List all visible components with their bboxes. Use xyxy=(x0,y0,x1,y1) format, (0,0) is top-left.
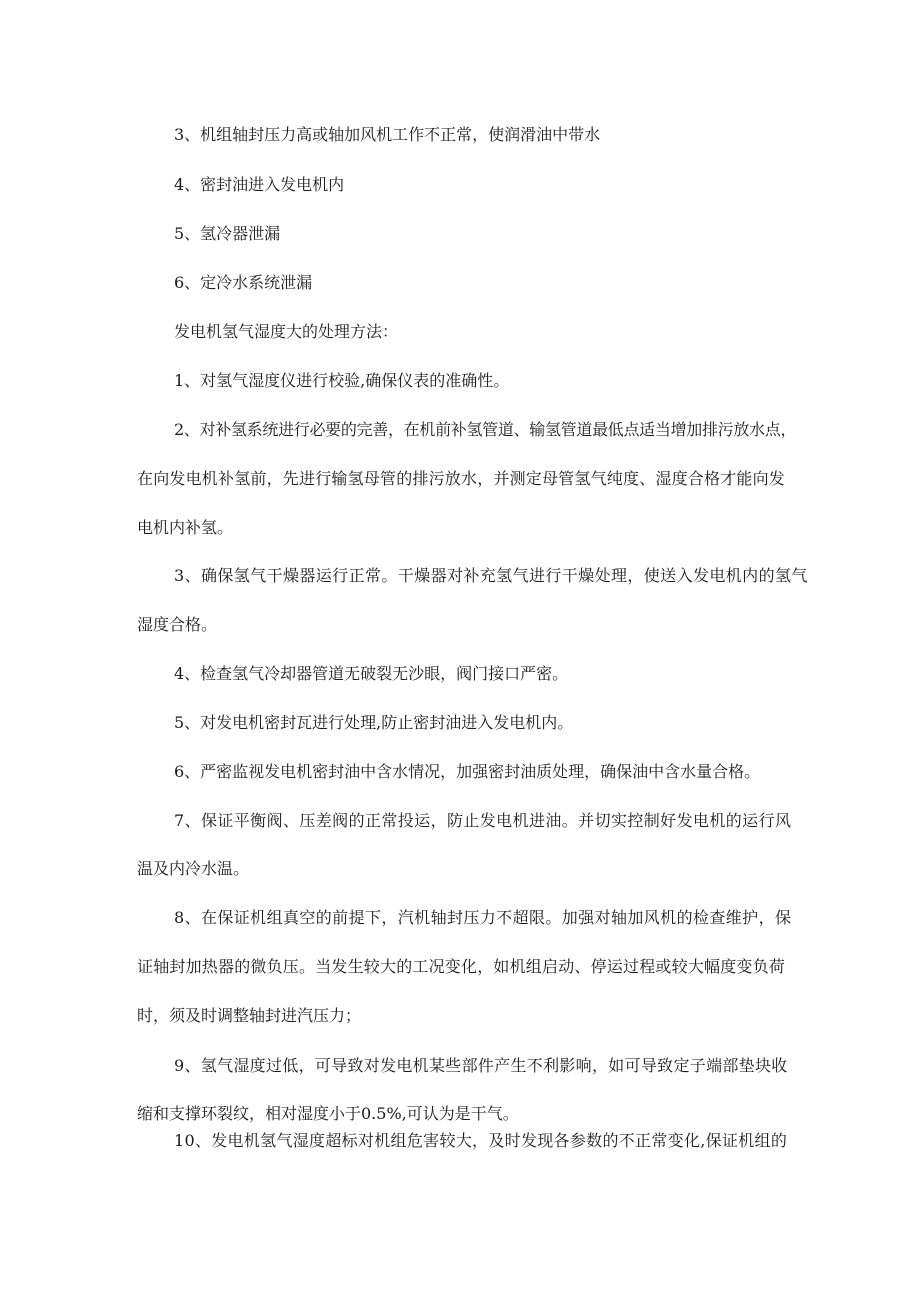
text-line-20: 9、氢气湿度过低，可导致对发电机某些部件产生不利影响，如可导致定子端部垫块收 xyxy=(174,1056,788,1075)
text-line-15: 7、保证平衡阀、压差阀的正常投运，防止发电机进油。并切实控制好发电机的运行风 xyxy=(174,811,792,830)
text-line-18: 证轴封加热器的微负压。当发生较大的工况变化，如机组启动、停运过程或较大幅度变负荷 xyxy=(137,957,786,976)
text-line-3: 5、氢冷器泄漏 xyxy=(174,224,281,243)
text-line-11: 湿度合格。 xyxy=(137,615,218,634)
text-line-12: 4、检查氢气冷却器管道无破裂无沙眼，阀门接口严密。 xyxy=(174,664,569,683)
text-line-8: 在向发电机补氢前，先进行输氢母管的排污放水，并测定母管氢气纯度、湿度合格才能向发 xyxy=(137,469,786,488)
text-line-1: 3、机组轴封压力高或轴加风机工作不正常，使润滑油中带水 xyxy=(174,125,601,144)
text-line-19: 时，须及时调整轴封进汽压力； xyxy=(137,1006,362,1025)
text-line-13: 5、对发电机密封瓦进行处理,防止密封油进入发电机内。 xyxy=(174,713,574,732)
text-line-4: 6、定冷水系统泄漏 xyxy=(174,273,313,292)
text-line-17: 8、在保证机组真空的前提下，汽机轴封压力不超限。加强对轴加风机的检查维护，保 xyxy=(174,908,792,927)
text-line-14: 6、严密监视发电机密封油中含水情况，加强密封油质处理，确保油中含水量合格。 xyxy=(174,762,761,781)
text-line-22: 10、发电机氢气湿度超标对机组危害较大，及时发现各参数的不正常变化,保证机组的 xyxy=(174,1131,788,1150)
text-line-6: 1、对氢气湿度仪进行校验,确保仪表的准确性。 xyxy=(174,371,510,390)
text-line-16: 温及内冷水温。 xyxy=(137,859,250,878)
text-line-2: 4、密封油进入发电机内 xyxy=(174,175,345,194)
text-line-21: 缩和支撑环裂纹，相对湿度小于0.5%,可认为是干气。 xyxy=(137,1104,519,1123)
text-line-10: 3、确保氢气干燥器运行正常。干燥器对补充氢气进行干燥处理，使送入发电机内的氢气 xyxy=(174,566,808,585)
text-line-9: 电机内补氢。 xyxy=(137,518,234,537)
section-heading: 发电机氢气湿度大的处理方法： xyxy=(174,322,399,341)
text-line-7: 2、对补氢系统进行必要的完善，在机前补氢管道、输氢管道最低点适当增加排污放水点， xyxy=(174,420,797,439)
